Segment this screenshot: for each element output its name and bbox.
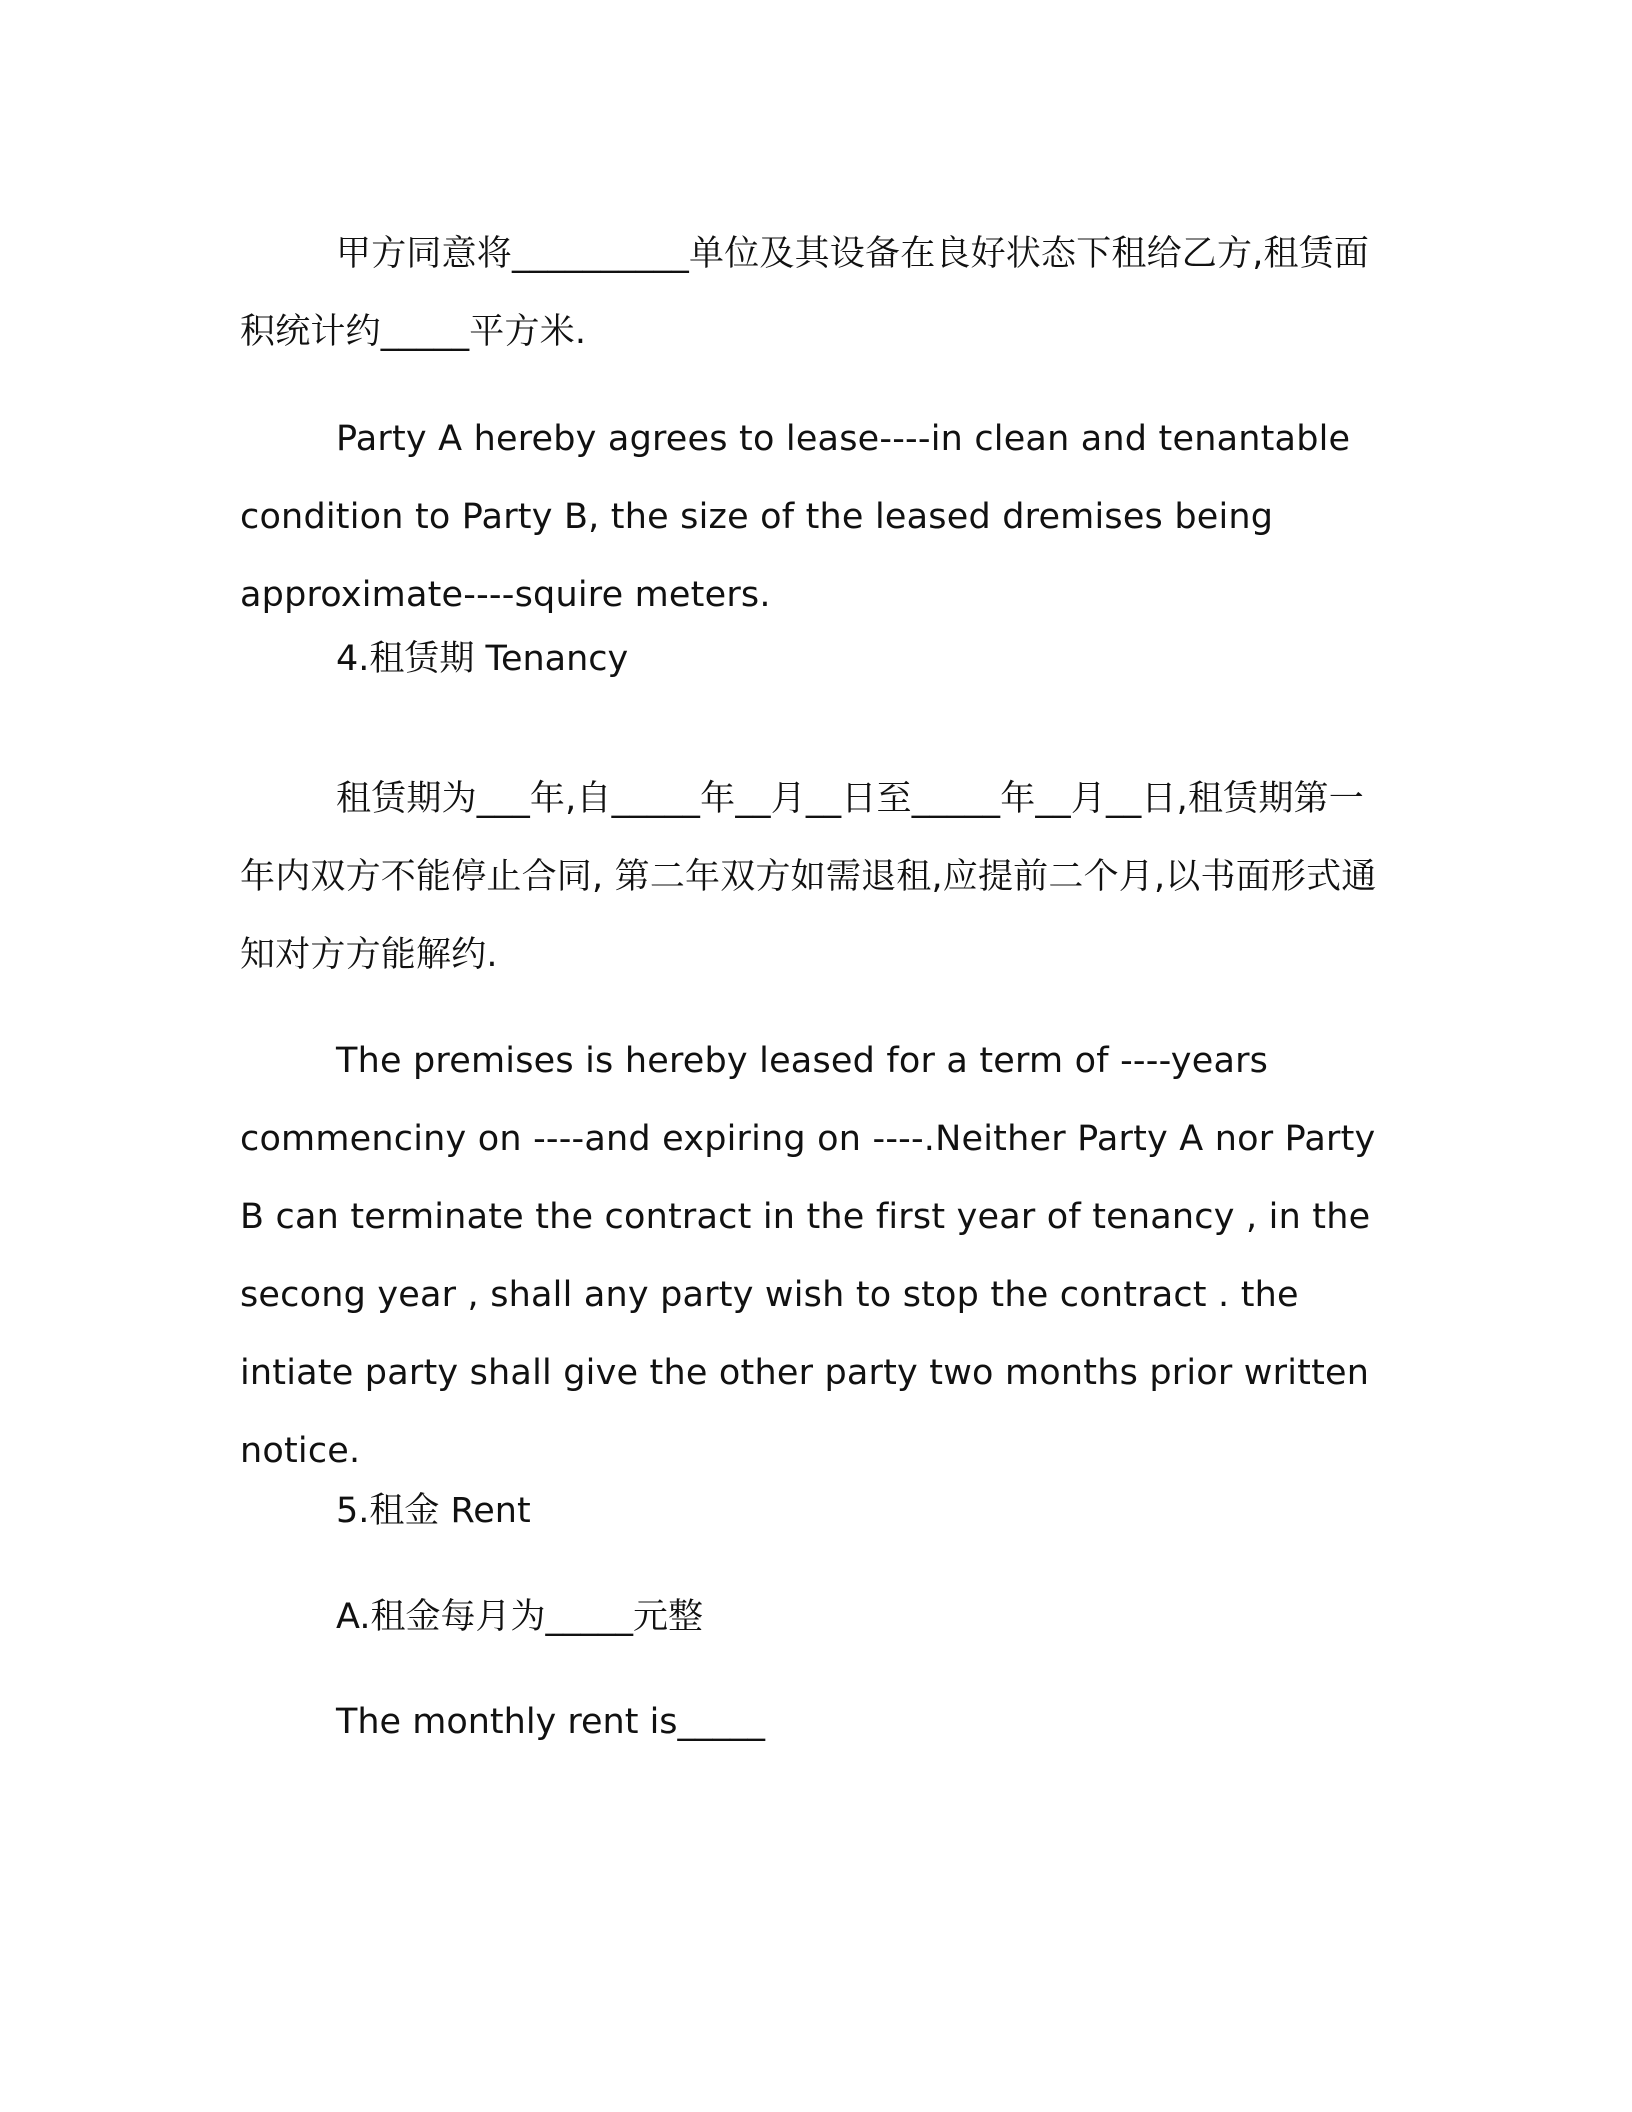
tenancy-paragraph-zh: 租赁期为___年,自_____年__月__日至_____年__月__日,租赁期第一年内双方不能停止合同, 第二年双方如需退租,应提前二个月,以书面形式通知对方方能解约. [240,779,1377,975]
rent-item-a-zh: A.租金每月为_____元整 [336,1597,703,1637]
lease-area-paragraph-zh: 甲方同意将__________单位及其设备在良好状态下租给乙方,租赁面积统计约_____平方米. [240,234,1370,352]
rent-item-a-en: The monthly rent is_____ [336,1702,766,1742]
tenancy-section-heading: 4.租赁期 Tenancy [336,639,629,679]
lease-area-paragraph-en: Party A hereby agrees to lease----in clean and tenantable condition to Party B, the size of the leased dremises being approximate----squire meters. [240,419,1351,615]
rent-section-heading: 5.租金 Rent [336,1491,531,1531]
tenancy-paragraph-en: The premises is hereby leased for a term of ----years commenciny on ----and expiring on ----.Neither Party A nor Party B can terminate the contract in the first year of tenancy , in the secong year , shall any party wish to stop the contract . the intiate party shall give the other party two months prior written notice. [240,1041,1376,1471]
